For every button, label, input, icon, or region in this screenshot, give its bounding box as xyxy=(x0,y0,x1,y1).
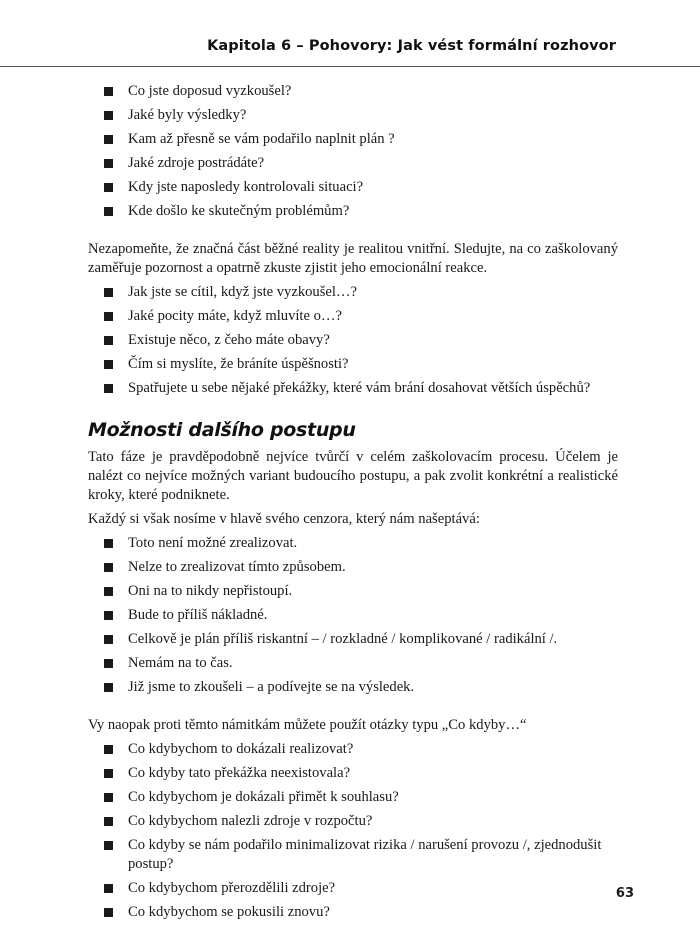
list-item: Bude to příliš nákladné. xyxy=(88,606,618,625)
list-item: Co kdybychom to dokázali realizovat? xyxy=(88,740,618,759)
square-bullet-icon xyxy=(104,159,113,168)
square-bullet-icon xyxy=(104,288,113,297)
square-bullet-icon xyxy=(104,635,113,644)
square-bullet-icon xyxy=(104,563,113,572)
square-bullet-icon xyxy=(104,769,113,778)
list-item: Nelze to zrealizovat tímto způsobem. xyxy=(88,558,618,577)
square-bullet-icon xyxy=(104,817,113,826)
list-item: Jaké pocity máte, když mluvíte o…? xyxy=(88,307,618,326)
chapter-title: Kapitola 6 – Pohovory: Jak vést formální rozhovor xyxy=(207,38,616,54)
list-item: Již jsme to zkoušeli – a podívejte se na výsledek. xyxy=(88,678,618,697)
list-item: Kde došlo ke skutečným problémům? xyxy=(88,202,618,221)
square-bullet-icon xyxy=(104,135,113,144)
paragraph: Vy naopak proti těmto námitkám můžete použít otázky typu „Co kdyby…“ xyxy=(88,717,527,733)
objection-list xyxy=(88,534,618,697)
list-item: Existuje něco, z čeho máte obavy? xyxy=(88,331,618,350)
list-item: Co kdyby se nám podařilo minimalizovat rizika / narušení provozu /, zjednodušit postup? xyxy=(88,836,618,874)
paragraph: Každý si však nosíme v hlavě svého cenzora, který nám našeptává: xyxy=(88,511,480,527)
page-body xyxy=(88,82,618,927)
square-bullet-icon xyxy=(104,87,113,96)
list-item: Jaké zdroje postrádáte? xyxy=(88,154,618,173)
list-item: Nemám na to čas. xyxy=(88,654,618,673)
square-bullet-icon xyxy=(104,207,113,216)
square-bullet-icon xyxy=(104,659,113,668)
square-bullet-icon xyxy=(104,183,113,192)
square-bullet-icon xyxy=(104,111,113,120)
list-item: Co kdybychom přerozdělili zdroje? xyxy=(88,879,618,898)
list-item: Co jste doposud vyzkoušel? xyxy=(88,82,618,101)
square-bullet-icon xyxy=(104,336,113,345)
square-bullet-icon xyxy=(104,587,113,596)
list-item: Toto není možné zrealizovat. xyxy=(88,534,618,553)
square-bullet-icon xyxy=(104,683,113,692)
list-item: Oni na to nikdy nepřistoupí. xyxy=(88,582,618,601)
header-rule xyxy=(0,66,700,67)
list-item: Co kdybychom je dokázali přimět k souhlasu? xyxy=(88,788,618,807)
list-item: Jak jste se cítil, když jste vyzkoušel…? xyxy=(88,283,618,302)
list-item: Kam až přesně se vám podařilo naplnit plán ? xyxy=(88,130,618,149)
square-bullet-icon xyxy=(104,793,113,802)
page-number: 63 xyxy=(615,886,634,901)
list-item: Co kdybychom se pokusili znovu? xyxy=(88,903,618,922)
square-bullet-icon xyxy=(104,360,113,369)
square-bullet-icon xyxy=(104,745,113,754)
paragraph: Nezapomeňte, že značná část běžné reality je realitou vnitřní. Sledujte, na co zaškolovaný zaměřuje pozornost a opatrně zkuste zjistit jeho emocionální reakce. xyxy=(88,241,618,276)
list-item: Co kdybychom nalezli zdroje v rozpočtu? xyxy=(88,812,618,831)
question-list-2 xyxy=(88,283,618,398)
section-heading: Možnosti dalšího postupu xyxy=(88,419,356,441)
list-item: Kdy jste naposledy kontrolovali situaci? xyxy=(88,178,618,197)
square-bullet-icon xyxy=(104,841,113,850)
list-item: Jaké byly výsledky? xyxy=(88,106,618,125)
square-bullet-icon xyxy=(104,312,113,321)
question-list-1 xyxy=(88,82,618,221)
list-item: Co kdyby tato překážka neexistovala? xyxy=(88,764,618,783)
list-item: Čím si myslíte, že bráníte úspěšnosti? xyxy=(88,355,618,374)
what-if-list xyxy=(88,740,618,922)
square-bullet-icon xyxy=(104,884,113,893)
running-header xyxy=(0,0,700,66)
square-bullet-icon xyxy=(104,908,113,917)
square-bullet-icon xyxy=(104,384,113,393)
list-item: Spatřujete u sebe nějaké překážky, které vám brání dosahovat větších úspěchů? xyxy=(88,379,618,398)
paragraph: Tato fáze je pravděpodobně nejvíce tvůrčí v celém zaškolovacím procesu. Účelem je nalézt co nejvíce možných variant budoucího postupu, a pak zvolit konkrétní a realistické kroky, které podniknete. xyxy=(88,449,618,503)
square-bullet-icon xyxy=(104,611,113,620)
list-item: Celkově je plán příliš riskantní – / rozkladné / komplikované / radikální /. xyxy=(88,630,618,649)
square-bullet-icon xyxy=(104,539,113,548)
